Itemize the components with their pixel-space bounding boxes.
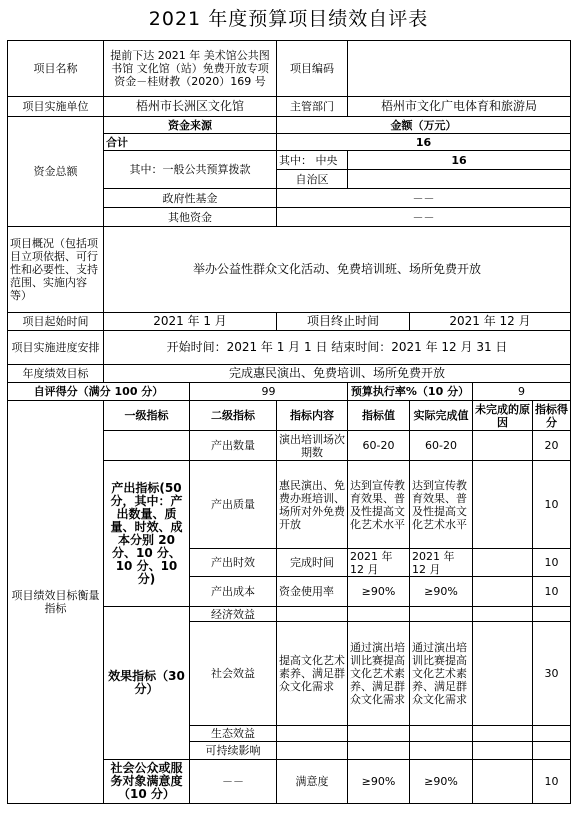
group-satisfaction: 社会公众或服务对象满意度（10 分） <box>104 760 190 804</box>
page-title: 2021 年度预算项目绩效自评表 <box>148 8 429 30</box>
table-row-target: ≥90% <box>348 577 410 607</box>
value-project-code <box>348 41 571 97</box>
table-row-level2: 产出数量 <box>190 431 277 461</box>
table-row-actual: ≥90% <box>410 577 473 607</box>
table-row-reason <box>473 622 533 726</box>
table-row-actual: 2021 年 12 月 <box>410 549 473 577</box>
value-region <box>348 170 571 189</box>
value-end: 2021 年 12 月 <box>410 313 571 331</box>
table-row-reason <box>473 549 533 577</box>
table-row-target: 达到宣传教育效果、普及性提高文化艺术水平 <box>348 461 410 549</box>
label-indicators-measure: 项目绩效目标衡量指标 <box>8 401 104 804</box>
table-row-content: 资金使用率 <box>277 577 348 607</box>
table-row-level2: 生态效益 <box>190 726 277 742</box>
header-score: 指标得分 <box>533 401 571 431</box>
label-annual-goal: 年度绩效目标 <box>8 365 104 383</box>
table-row-reason <box>473 760 533 804</box>
table-row-actual <box>410 726 473 742</box>
label-impl-unit: 项目实施单位 <box>8 97 104 117</box>
value-progress: 开始时间：2021 年 1 月 1 日 结束时间：2021 年 12 月 31 日 <box>104 331 571 365</box>
label-fund-total: 资金总额 <box>8 117 104 227</box>
table-row-content: 惠民演出、免费办班培训、场所对外免费开放 <box>277 461 348 549</box>
table-row-target: 通过演出培训比赛提高文化艺术素养、满足群众文化需求 <box>348 622 410 726</box>
table-row-actual <box>410 742 473 760</box>
table-row-actual: ≥90% <box>410 760 473 804</box>
group-output: 产出指标(50 分，其中：产出数量、质量、时效、成本分别 20 分、10 分、10 分、10 分) <box>104 461 190 607</box>
label-region: 自治区 <box>277 170 348 189</box>
table-row-target <box>348 607 410 622</box>
header-target: 指标值 <box>348 401 410 431</box>
header-amount: 金额（万元） <box>277 117 571 134</box>
table-row-reason <box>473 431 533 461</box>
value-budget-rate: 9 <box>473 383 571 401</box>
table-row-level2: 经济效益 <box>190 607 277 622</box>
table-row-actual: 达到宣传教育效果、普及性提高文化艺术水平 <box>410 461 473 549</box>
table-row-score: 10 <box>533 461 571 549</box>
table-row-content: 满意度 <box>277 760 348 804</box>
table-row-score <box>533 607 571 622</box>
header-content: 指标内容 <box>277 401 348 431</box>
value-annual-goal: 完成惠民演出、免费培训、场所免费开放 <box>104 365 571 383</box>
table-row-score <box>533 726 571 742</box>
value-other-fund: －－ <box>277 208 571 227</box>
label-project-name: 项目名称 <box>8 41 104 97</box>
value-overview: 举办公益性群众文化活动、免费培训班、场所免费开放 <box>104 227 571 313</box>
label-end: 项目终止时间 <box>277 313 410 331</box>
label-self-score: 自评得分（满分 100 分） <box>8 383 190 401</box>
header-actual: 实际完成值 <box>410 401 473 431</box>
table-row-level2: 产出时效 <box>190 549 277 577</box>
evaluation-table <box>7 40 571 804</box>
label-progress: 项目实施进度安排 <box>8 331 104 365</box>
table-row-reason <box>473 726 533 742</box>
table-row-score: 20 <box>533 431 571 461</box>
table-row-score: 10 <box>533 760 571 804</box>
value-total: 16 <box>277 134 571 151</box>
value-dept: 梧州市文化广电体育和旅游局 <box>348 97 571 117</box>
value-self-score: 99 <box>190 383 348 401</box>
value-central: 16 <box>348 151 571 170</box>
table-row-level2: －－ <box>190 760 277 804</box>
table-row-reason <box>473 461 533 549</box>
value-impl-unit: 梧州市长洲区文化馆 <box>104 97 277 117</box>
table-row-actual: 通过演出培训比赛提高文化艺术素养、满足群众文化需求 <box>410 622 473 726</box>
table-row-reason <box>473 607 533 622</box>
table-row-level2: 社会效益 <box>190 622 277 726</box>
label-other-fund: 其他资金 <box>104 208 277 227</box>
label-project-code: 项目编码 <box>277 41 348 97</box>
table-row-score: 10 <box>533 549 571 577</box>
table-row-reason <box>473 577 533 607</box>
label-budget-rate: 预算执行率%（10 分） <box>348 383 473 401</box>
header-fund-source: 资金来源 <box>104 117 277 134</box>
label-total: 合计 <box>104 134 277 151</box>
label-general-budget: 其中：一般公共预算拨款 <box>104 151 277 189</box>
level1-empty <box>104 431 190 461</box>
table-row-target: 2021 年 12 月 <box>348 549 410 577</box>
value-project-name: 提前下达 2021 年 美术馆公共图书馆 文化馆（站）免费开放专项资金－桂财教（2020）169 号 <box>104 41 277 97</box>
table-row-target <box>348 726 410 742</box>
header-reason: 未完成的原因 <box>473 401 533 431</box>
label-gov-fund: 政府性基金 <box>104 189 277 208</box>
table-row-level2: 可持续影响 <box>190 742 277 760</box>
table-row-target <box>348 742 410 760</box>
label-central: 其中： 中央 <box>277 151 348 170</box>
table-row-score: 30 <box>533 622 571 726</box>
table-row-content <box>277 607 348 622</box>
label-dept: 主管部门 <box>277 97 348 117</box>
table-row-level2: 产出质量 <box>190 461 277 549</box>
table-row-target: ≥90% <box>348 760 410 804</box>
table-row-level2: 产出成本 <box>190 577 277 607</box>
table-row-reason <box>473 742 533 760</box>
table-row-score: 10 <box>533 577 571 607</box>
table-row-content <box>277 742 348 760</box>
table-row-actual: 60-20 <box>410 431 473 461</box>
table-row-content: 完成时间 <box>277 549 348 577</box>
label-overview: 项目概况（包括项目立项依据、可行性和必要性、支持范围、实施内容等） <box>8 227 104 313</box>
table-row-actual <box>410 607 473 622</box>
table-row-target: 60-20 <box>348 431 410 461</box>
value-start: 2021 年 1 月 <box>104 313 277 331</box>
label-start: 项目起始时间 <box>8 313 104 331</box>
table-row-content <box>277 726 348 742</box>
table-row-content: 演出培训场次期数 <box>277 431 348 461</box>
table-row-score <box>533 742 571 760</box>
group-effect: 效果指标（30 分） <box>104 607 190 760</box>
header-level2: 二级指标 <box>190 401 277 431</box>
table-row-content: 提高文化艺术素养、满足群众文化需求 <box>277 622 348 726</box>
value-gov-fund: －－ <box>277 189 571 208</box>
header-level1: 一级指标 <box>104 401 190 431</box>
